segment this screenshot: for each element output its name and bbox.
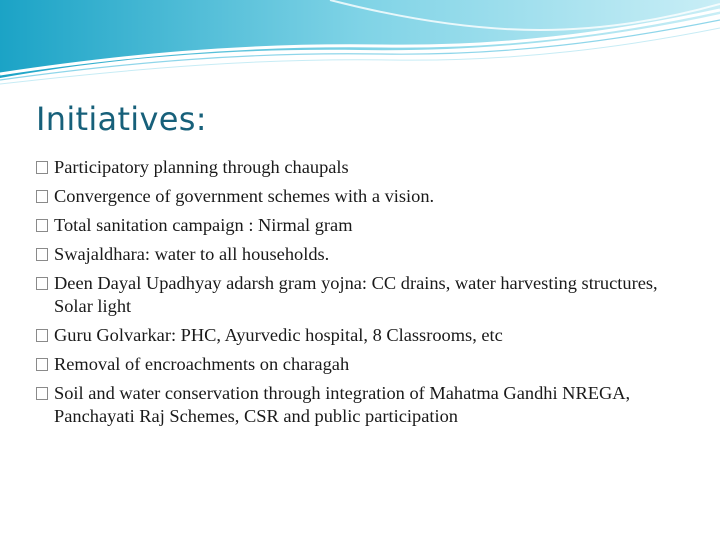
missing-glyph-box-icon <box>36 219 48 232</box>
bullet-text: Swajaldhara: water to all households. <box>54 244 330 264</box>
list-item <box>36 185 696 208</box>
missing-glyph-box-icon <box>36 190 48 203</box>
header-wave-decoration <box>0 0 720 90</box>
bullet-text: Soil and water conservation through integration of Mahatma Gandhi NREGA, Panchayati Raj Schemes, CSR and public participation <box>54 383 631 426</box>
slide-title: Initiatives: <box>36 100 207 138</box>
list-item <box>36 243 696 266</box>
missing-glyph-box-icon <box>36 329 48 342</box>
missing-glyph-box-icon <box>36 358 48 371</box>
list-item <box>36 156 696 179</box>
bullet-text: Participatory planning through chaupals <box>54 157 349 177</box>
bullet-text: Deen Dayal Upadhyay adarsh gram yojna: CC drains, water harvesting structures, Solar light <box>54 273 658 316</box>
missing-glyph-box-icon <box>36 248 48 261</box>
bullet-text: Guru Golvarkar: PHC, Ayurvedic hospital, 8 Classrooms, etc <box>54 325 503 345</box>
list-item <box>36 382 696 428</box>
bullet-text: Convergence of government schemes with a vision. <box>54 186 435 206</box>
bullet-text: Removal of encroachments on charagah <box>54 354 350 374</box>
list-item <box>36 324 696 347</box>
list-item <box>36 353 696 376</box>
missing-glyph-box-icon <box>36 387 48 400</box>
bullet-text: Total sanitation campaign : Nirmal gram <box>54 215 353 235</box>
missing-glyph-box-icon <box>36 277 48 290</box>
list-item <box>36 214 696 237</box>
list-item <box>36 272 696 318</box>
bullet-list <box>36 156 696 434</box>
missing-glyph-box-icon <box>36 161 48 174</box>
